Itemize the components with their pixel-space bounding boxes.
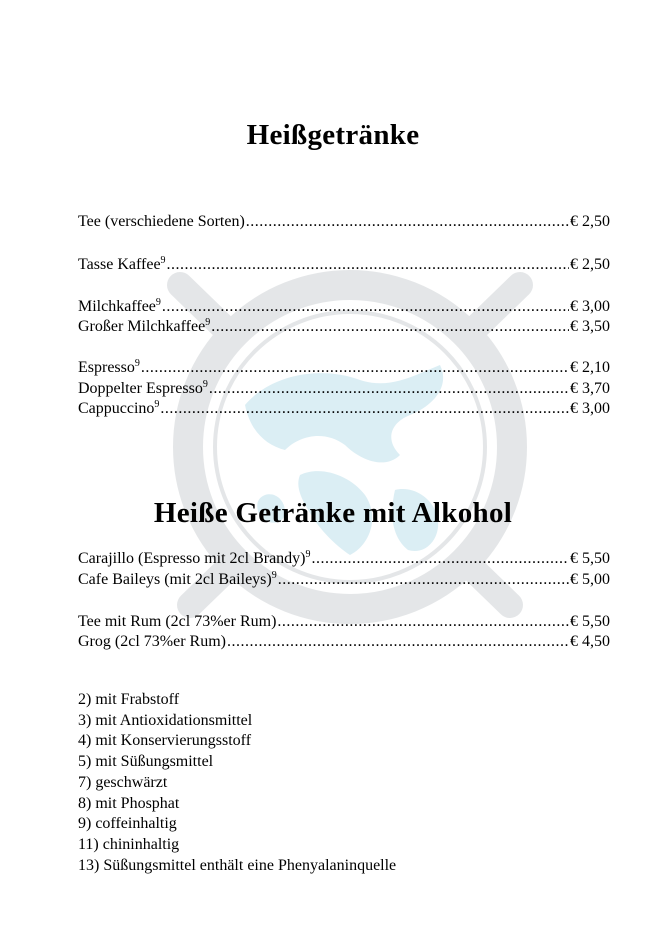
footnote: 11) chininhaltig (78, 835, 180, 853)
menu-item-name: Tasse Kaffee$^9$ (78, 255, 166, 273)
section-title-heissgetraenke: Heißgetränke (246, 119, 420, 151)
menu-item-milchkaffee (78, 297, 610, 316)
dot-leader (312, 549, 569, 568)
dot-leader (209, 379, 569, 398)
dot-leader (211, 317, 569, 336)
dot-leader (160, 399, 569, 418)
menu-item-name: Doppelter Espresso$^9$ (78, 379, 208, 397)
menu-item-price: € 5,50 (570, 550, 610, 567)
dot-leader (277, 612, 569, 631)
footnote: 9) coffeinhaltig (78, 815, 177, 833)
menu-item-name: Großer Milchkaffee$^9$ (78, 317, 211, 335)
menu-item-price: € 3,00 (570, 298, 610, 315)
menu-item-price: € 3,50 (570, 318, 610, 335)
dot-leader (227, 632, 569, 651)
footnote: 8) mit Phosphat (78, 794, 180, 812)
menu-item-price: € 2,50 (570, 256, 610, 273)
menu-item-name: Cafe Baileys (mit 2cl Baileys)$^9$ (78, 570, 277, 588)
menu-item-cappuccino (78, 399, 610, 418)
menu-item-tasse-kaffee (78, 255, 610, 274)
menu-item-price: € 3,00 (570, 400, 610, 417)
menu-item-tee-mit-rum (78, 612, 610, 631)
menu-item-name: Tee mit Rum (2cl 73%er Rum) (78, 613, 277, 630)
menu-item-espresso (78, 358, 610, 377)
menu-item-name: Carajillo (Espresso mit 2cl Brandy)$^9$ (78, 549, 311, 567)
menu-item-name: Tee (verschiedene Sorten) (78, 213, 245, 230)
dot-leader (167, 255, 569, 274)
menu-item-name: Espresso$^9$ (78, 358, 140, 376)
menu-item-name: Grog (2cl 73%er Rum) (78, 633, 226, 650)
menu-item-cafe-baileys (78, 570, 610, 589)
menu-item-name: Milchkaffee$^9$ (78, 297, 161, 315)
menu-item-price: € 2,10 (570, 359, 610, 376)
dot-leader (162, 297, 569, 316)
menu-item-price: € 4,50 (570, 633, 610, 650)
menu-item-grog (78, 632, 610, 651)
menu-item-price: € 5,50 (570, 613, 610, 630)
footnote: 2) mit Frabstoff (78, 691, 180, 708)
menu-item-price: € 3,70 (570, 380, 610, 397)
menu-item-doppelter-espresso (78, 379, 610, 398)
footnote: 4) mit Konservierungsstoff (78, 732, 252, 750)
section-title-heisse-getraenke-mit-alkohol: Heiße Getränke mit Alkohol (153, 497, 513, 529)
menu-item-carajillo (78, 549, 610, 568)
dot-leader (141, 358, 569, 377)
menu-item-grosser-milchkaffee (78, 317, 610, 336)
footnote: 13) Süßungsmittel enthält eine Phenyalaninquelle (78, 856, 397, 874)
menu-item-name: Cappuccino$^9$ (78, 399, 160, 417)
dot-leader (278, 570, 569, 589)
footnote: 7) geschwärzt (78, 773, 168, 791)
footnote: 3) mit Antioxidationsmittel (78, 711, 253, 729)
dot-leader (246, 212, 569, 231)
menu-item-price: € 2,50 (570, 213, 610, 230)
footnote: 5) mit Süßungsmittel (78, 753, 214, 771)
menu-item-tee (78, 212, 610, 231)
additive-footnotes (78, 690, 396, 876)
menu-item-price: € 5,00 (570, 571, 610, 588)
